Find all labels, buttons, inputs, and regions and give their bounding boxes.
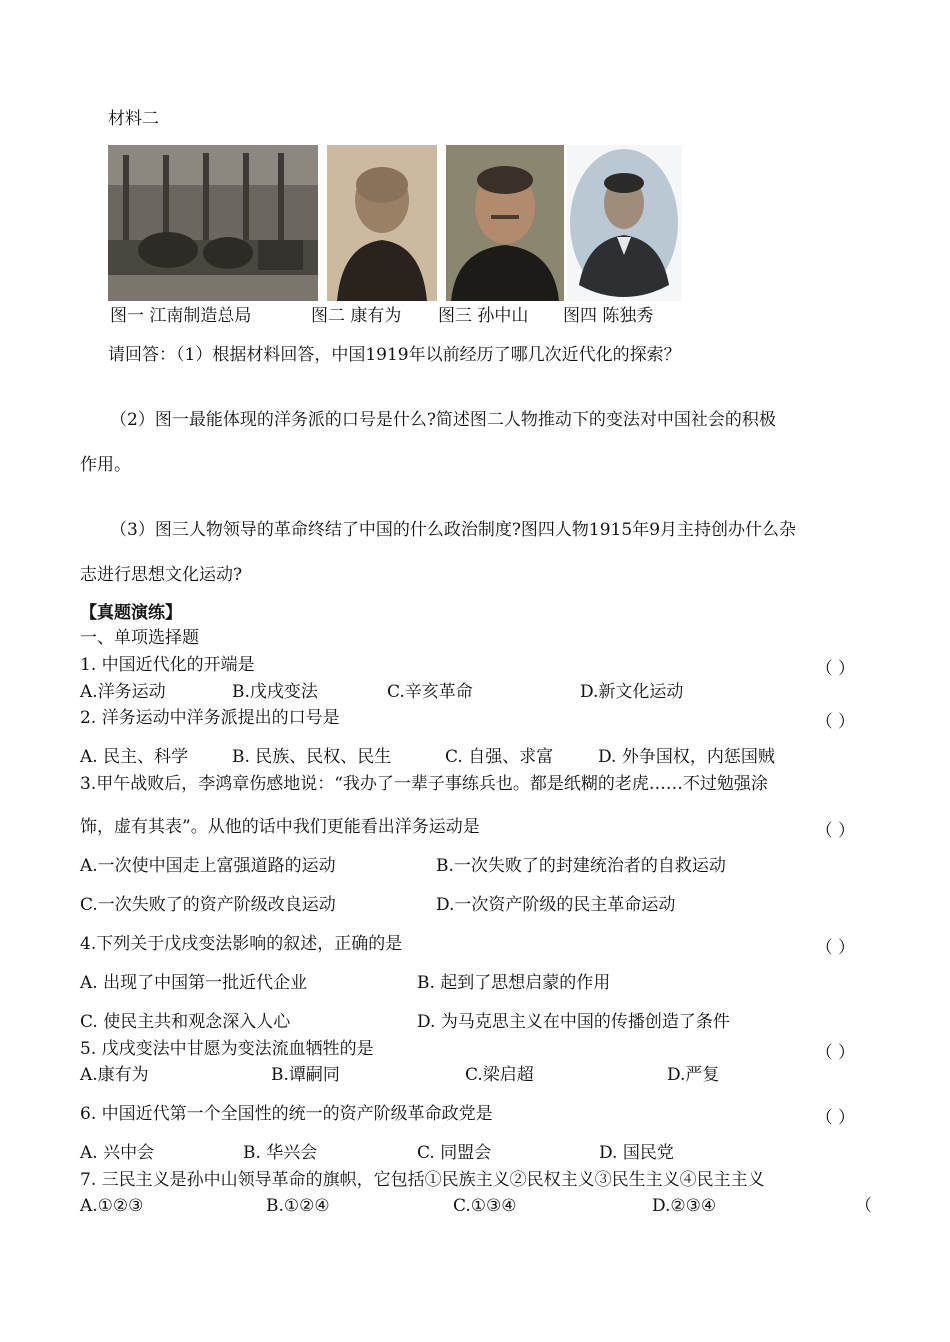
q3-option-b: B.一次失败了的封建统治者的自救运动 [436,856,726,876]
q1-option-a: A.洋务运动 [80,682,166,702]
q5-option-d: D.严复 [667,1065,720,1085]
practice-title: 【真题演练】 [80,603,182,623]
q7-stem: 7. 三民主义是孙中山领导革命的旗帜，它包括①民族主义②民权主义③民生主义④民主主义 [80,1170,765,1190]
q7-answer-paren: （ [855,1196,872,1216]
q6-stem: 6. 中国近代第一个全国性的统一的资产阶级革命政党是 [80,1104,493,1124]
q3-stem-line1: 3.甲午战败后，李鸿章伤感地说：“我办了一辈子事练兵也。都是纸糊的老虎……不过勉强涂 [80,774,768,794]
q2-stem: 2. 洋务运动中洋务派提出的口号是 [80,708,340,728]
q3-option-d: D.一次资产阶级的民主革命运动 [436,895,676,915]
q4-option-c: C. 使民主共和观念深入人心 [80,1012,291,1032]
question-3-line1: （3）图三人物领导的革命终结了中国的什么政治制度?图四人物1915年9月主持创办什么杂 [110,520,797,540]
q4-stem: 4.下列关于戊戌变法影响的叙述，正确的是 [80,934,403,954]
q5-option-a: A.康有为 [80,1065,149,1085]
q5-option-b: B.谭嗣同 [271,1065,340,1085]
q2-option-a: A. 民主、科学 [80,747,189,767]
q5-option-c: C.梁启超 [465,1065,534,1085]
question-3-line2: 志进行思想文化运动? [80,565,243,585]
q6-option-a: A. 兴中会 [80,1143,155,1163]
q2-option-b: B. 民族、民权、民生 [232,747,392,767]
q4-option-a: A. 出现了中国第一批近代企业 [80,973,308,993]
q7-option-d: D.②③④ [652,1196,717,1216]
kang-youwei-portrait [327,145,437,301]
q1-stem: 1. 中国近代化的开端是 [80,655,255,675]
q1-option-d: D.新文化运动 [580,682,684,702]
factory-photo [108,145,318,301]
q4-option-d: D. 为马克思主义在中国的传播创造了条件 [417,1012,730,1032]
material-heading: 材料二 [108,109,159,129]
q3-answer-paren: （ ） [815,821,855,841]
q1-option-c: C.辛亥革命 [387,682,473,702]
caption-3: 图三 孙中山 [438,306,529,326]
caption-4: 图四 陈独秀 [563,306,654,326]
q1-answer-paren: （ ） [815,659,855,679]
q6-option-b: B. 华兴会 [243,1143,318,1163]
q7-option-c: C.①③④ [453,1196,517,1216]
caption-1: 图一 江南制造总局 [110,306,252,326]
q6-answer-paren: （ ） [815,1108,855,1128]
section-heading: 一、单项选择题 [80,628,199,648]
caption-2: 图二 康有为 [311,306,402,326]
q2-option-d: D. 外争国权，内惩国贼 [598,747,775,767]
q4-option-b: B. 起到了思想启蒙的作用 [417,973,611,993]
q2-option-c: C. 自强、求富 [445,747,554,767]
question-2-line2: 作用。 [80,455,131,475]
q3-stem-line2: 饰，虚有其表”。从他的话中我们更能看出洋务运动是 [80,817,480,837]
q4-answer-paren: （ ） [815,938,855,958]
q5-stem: 5. 戊戌变法中甘愿为变法流血牺牲的是 [80,1039,374,1059]
q2-answer-paren: （ ） [815,712,855,732]
q5-answer-paren: （ ） [815,1043,855,1063]
q1-option-b: B.戊戌变法 [232,682,318,702]
q7-option-b: B.①②④ [266,1196,330,1216]
question-1: 请回答：（1）根据材料回答，中国1919年以前经历了哪几次近代化的探索？ [108,345,681,365]
q3-option-a: A.一次使中国走上富强道路的运动 [80,856,336,876]
q3-option-c: C.一次失败了的资产阶级改良运动 [80,895,336,915]
question-2-line1: （2）图一最能体现的洋务派的口号是什么?简述图二人物推动下的变法对中国社会的积极 [110,410,776,430]
q6-option-c: C. 同盟会 [417,1143,492,1163]
q7-option-a: A.①②③ [80,1196,144,1216]
sun-yatsen-portrait [446,145,564,301]
q6-option-d: D. 国民党 [599,1143,674,1163]
chen-duxiu-portrait [567,145,682,301]
